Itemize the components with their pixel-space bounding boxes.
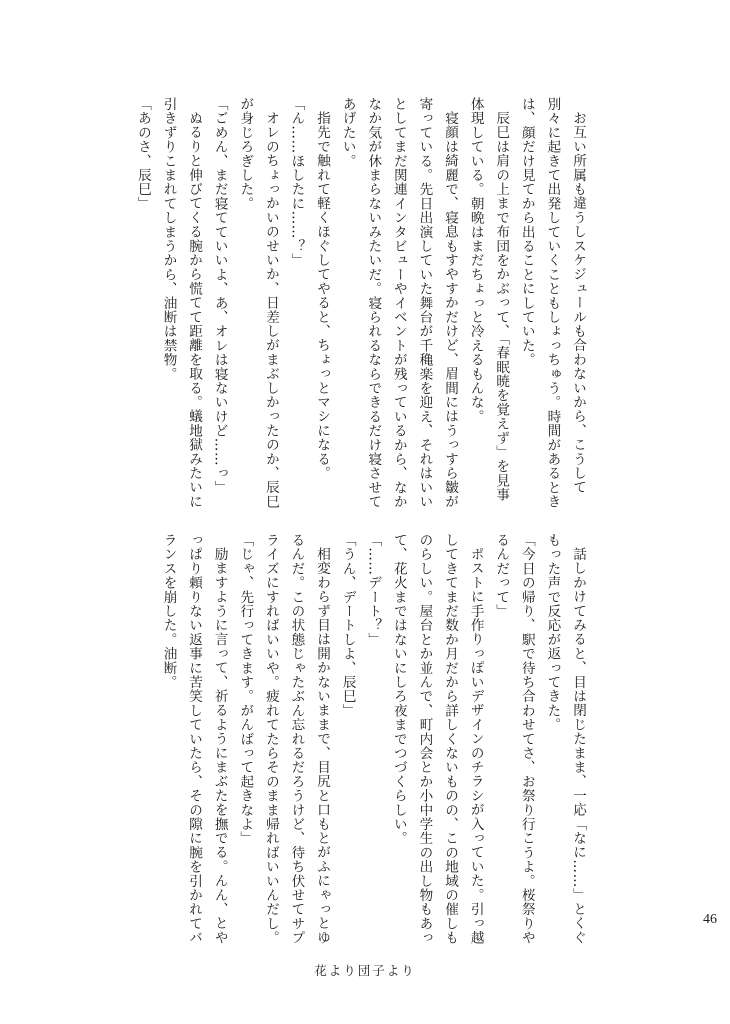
top-paragraph-5: 「ん……ほしたに……？」: [288, 97, 305, 268]
top-paragraph-8: ぬるりと伸びてくる腕から慌てて距離を取る。蟻地獄みたいに引きずりこまれてしまうから、油断は禁物。: [160, 97, 203, 509]
bottom-paragraph-1: 話しかけてみると、目は閉じたまま、一応「なに……」とくぐもった声で反応が返ってきた。: [544, 533, 586, 945]
top-text-block: [100, 97, 590, 512]
top-paragraph-1: お互い所属も違うしスケジュールも合わないから、こうして別々に起きて出発していくこともしょっちゅう。時間があるときは、顔だけ見てから出ることにしていた。: [518, 97, 586, 509]
top-paragraph-2: 辰巳は肩の上まで布団をかぶって、「春眠暁を覚えず」を見事体現している。朝晩はまだちょっと冷えるもんな。: [467, 97, 510, 502]
top-paragraph-9: 「あのさ、辰巳」: [134, 97, 151, 211]
page-number: 46: [703, 912, 717, 927]
bottom-paragraph-4: 「……デート？」: [365, 533, 382, 647]
footer-book-title: 花より団子より: [314, 963, 416, 978]
bottom-paragraph-6: 相変わらず目は開かないままで、目尻と口もとがふにゃっとゆるんだ。この状態じゃたぶん忘れるだろうけど、待ち伏せてサプライズにすればいいや。疲れてたらそのまま帰ればいいんだし。: [262, 533, 331, 945]
bottom-paragraph-5: 「うん、デートしよ、辰巳」: [339, 533, 356, 718]
top-paragraph-4: 指先で触れて軽くほぐしてやると、ちょっとマシになる。: [314, 110, 331, 480]
bottom-text-block: [100, 533, 590, 948]
top-paragraph-6: オレのちょっかいのせいか、日差しがまぶしかったのか、辰巳が身じろぎした。: [237, 97, 279, 509]
bottom-paragraph-2: 「今日の帰り、駅で待ち合わせてさ、お祭り行こうよ。桜祭りやるんだって」: [493, 533, 535, 945]
bottom-paragraph-7: 「じゃ、先行ってきます。がんばって起きなよ」: [237, 533, 254, 846]
bottom-paragraph-8: 励ますように言って、祈るようにまぶたを撫でる。んん、とやっぱり頼りない返事に苦笑していたら、その隙に腕を引かれてバランスを崩した。油断。: [160, 533, 228, 945]
bottom-paragraph-3: ポストに手作りっぽいデザインのチラシが入っていた。引っ越してきてまだ数か月だから詳しくないものの、この地域の催しものらしい。屋台とか並んで、町内会とか小中学生の出し物もあって、花火まではないにしろ夜までつづくらしい。: [390, 533, 484, 945]
top-paragraph-3: 寝顔は綺麗で、寝息もすやすかだけど、眉間にはうっすら皺が寄っている。先日出演していた舞台が千穐楽を迎え、それはいいとしてまだ関連インタビューやイベントが残っているから、なかなか気が休まらないみたいだ。寝られるならできるだけ寝させてあげたい。: [339, 97, 459, 509]
top-paragraph-7: 「ごめん、まだ寝てていいよ、あ、オレは寝ないけど……っ」: [211, 97, 228, 495]
